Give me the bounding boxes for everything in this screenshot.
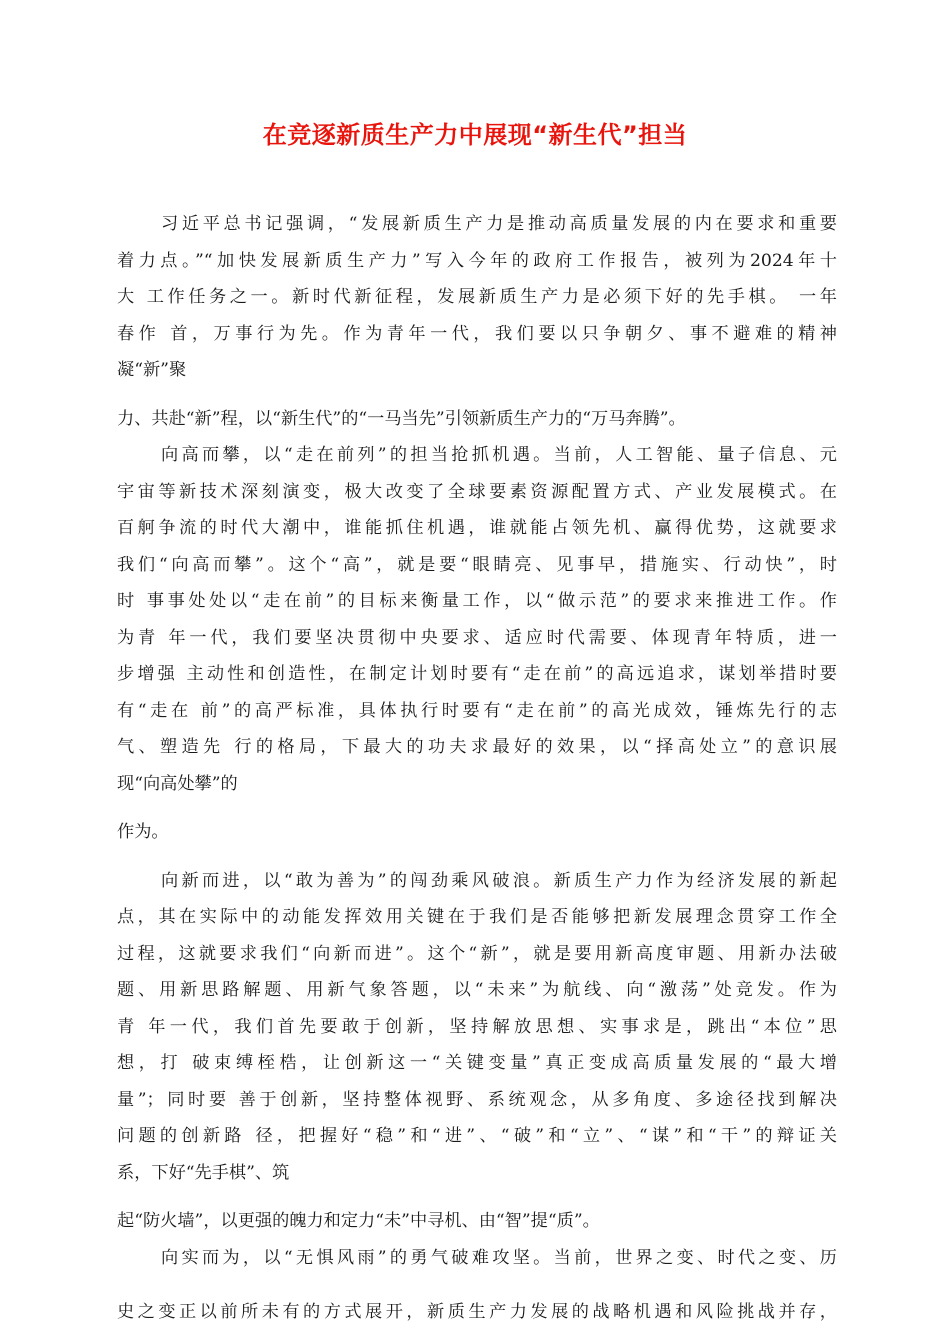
text-line: 向实而为，以“无惧风雨”的勇气破难攻坚。当前，世界之变、时代之变、历 [161,1247,837,1268]
text-line: 步增强 主动性和创造性，在制定计划时要有“走在前”的高远追求，谋划举措时要 [117,664,837,684]
text-line: 大 工作任务之一。新时代新征程，发展新质生产力是必须下好的先手棋。 一年 [117,287,837,307]
text-line: 想，打 破束缚桎梏，让创新这一“关键变量”真正变成高质量发展的“最大增 [117,1053,837,1073]
text-line: 气、塑造先 行的格局，下最大的功夫求最好的效果，以“择高处立”的意识展 [117,737,837,757]
text-line: 着力点。”“加快发展新质生产力”写入今年的政府工作报告，被列为2024年十 [117,250,837,271]
text-line: 史之变正以前所未有的方式展开，新质生产力发展的战略机遇和风险挑战并存， [117,1302,837,1322]
text-line: 问题的创新路 径，把握好“稳”和“进”、“破”和“立”、“谋”和“干”的辩证关 [117,1126,837,1146]
text-line: 题、用新思路解题、用新气象答题，以“未来”为航线、向“激荡”处竞发。作为 [117,980,837,1000]
text-line: 量”；同时要 善于创新，坚持整体视野、系统观念，从多角度、多途径找到解决 [117,1089,837,1110]
text-line: 点，其在实际中的动能发挥效用关键在于我们是否能够把新发展理念贯穿工作全 [117,907,837,927]
text-line: 凝“新”聚 [117,360,187,380]
text-line: 向新而进，以“敢为善为”的闯劲乘风破浪。新质生产力作为经济发展的新起 [161,870,837,891]
text-line: 向高而攀，以“走在前列”的担当抢抓机遇。当前，人工智能、量子信息、元 [161,445,837,465]
text-line: 时 事事处处以“走在前”的目标来衡量工作，以“做示范”的要求来推进工作。作 [117,591,837,611]
text-line: 我们“向高而攀”。这个“高”，就是要“眼睛亮、见事早，措施实、行动快”，时 [117,554,837,575]
text-line: 宇宙等新技术深刻演变，极大改变了全球要素资源配置方式、产业发展模式。在 [117,481,837,502]
document-body [117,206,837,1331]
text-line: 过程，这就要求我们“向新而进”。这个“新”，就是要用新高度审题、用新办法破 [117,943,837,964]
text-line: 力、共赴“新”程，以“新生代”的“一马当先”引领新质生产力的“万马奔腾”。 [117,408,686,429]
text-line: 百舸争流的时代大潮中，谁能抓住机遇，谁就能占领先机、赢得优势，这就要求 [117,518,837,538]
text-line: 青 年一代，我们首先要敢于创新，坚持解放思想、实事求是，跳出“本位”思 [117,1016,837,1037]
text-line: 为青 年一代，我们要坚决贯彻中央要求、适应时代需要、体现青年特质，进一 [117,627,837,648]
text-line: 系，下好“先手棋”、筑 [117,1162,290,1183]
text-line: 作为。 [117,822,169,842]
text-line: 春作 首，万事行为先。作为青年一代，我们要以只争朝夕、事不避难的精神 [117,323,837,344]
document-title: 在竞逐新质生产力中展现“新生代”担当 [262,121,688,149]
text-line: 有“走在 前”的高严标准，具体执行时要有“走在前”的高光成效，锤炼先行的志 [117,700,837,721]
text-line: 习近平总书记强调，“发展新质生产力是推动高质量发展的内在要求和重要 [161,214,837,234]
text-line: 现“向高处攀”的 [117,773,238,794]
text-line: 起“防火墙”，以更强的魄力和定力“未”中寻机、由“智”提“质”。 [117,1211,600,1231]
